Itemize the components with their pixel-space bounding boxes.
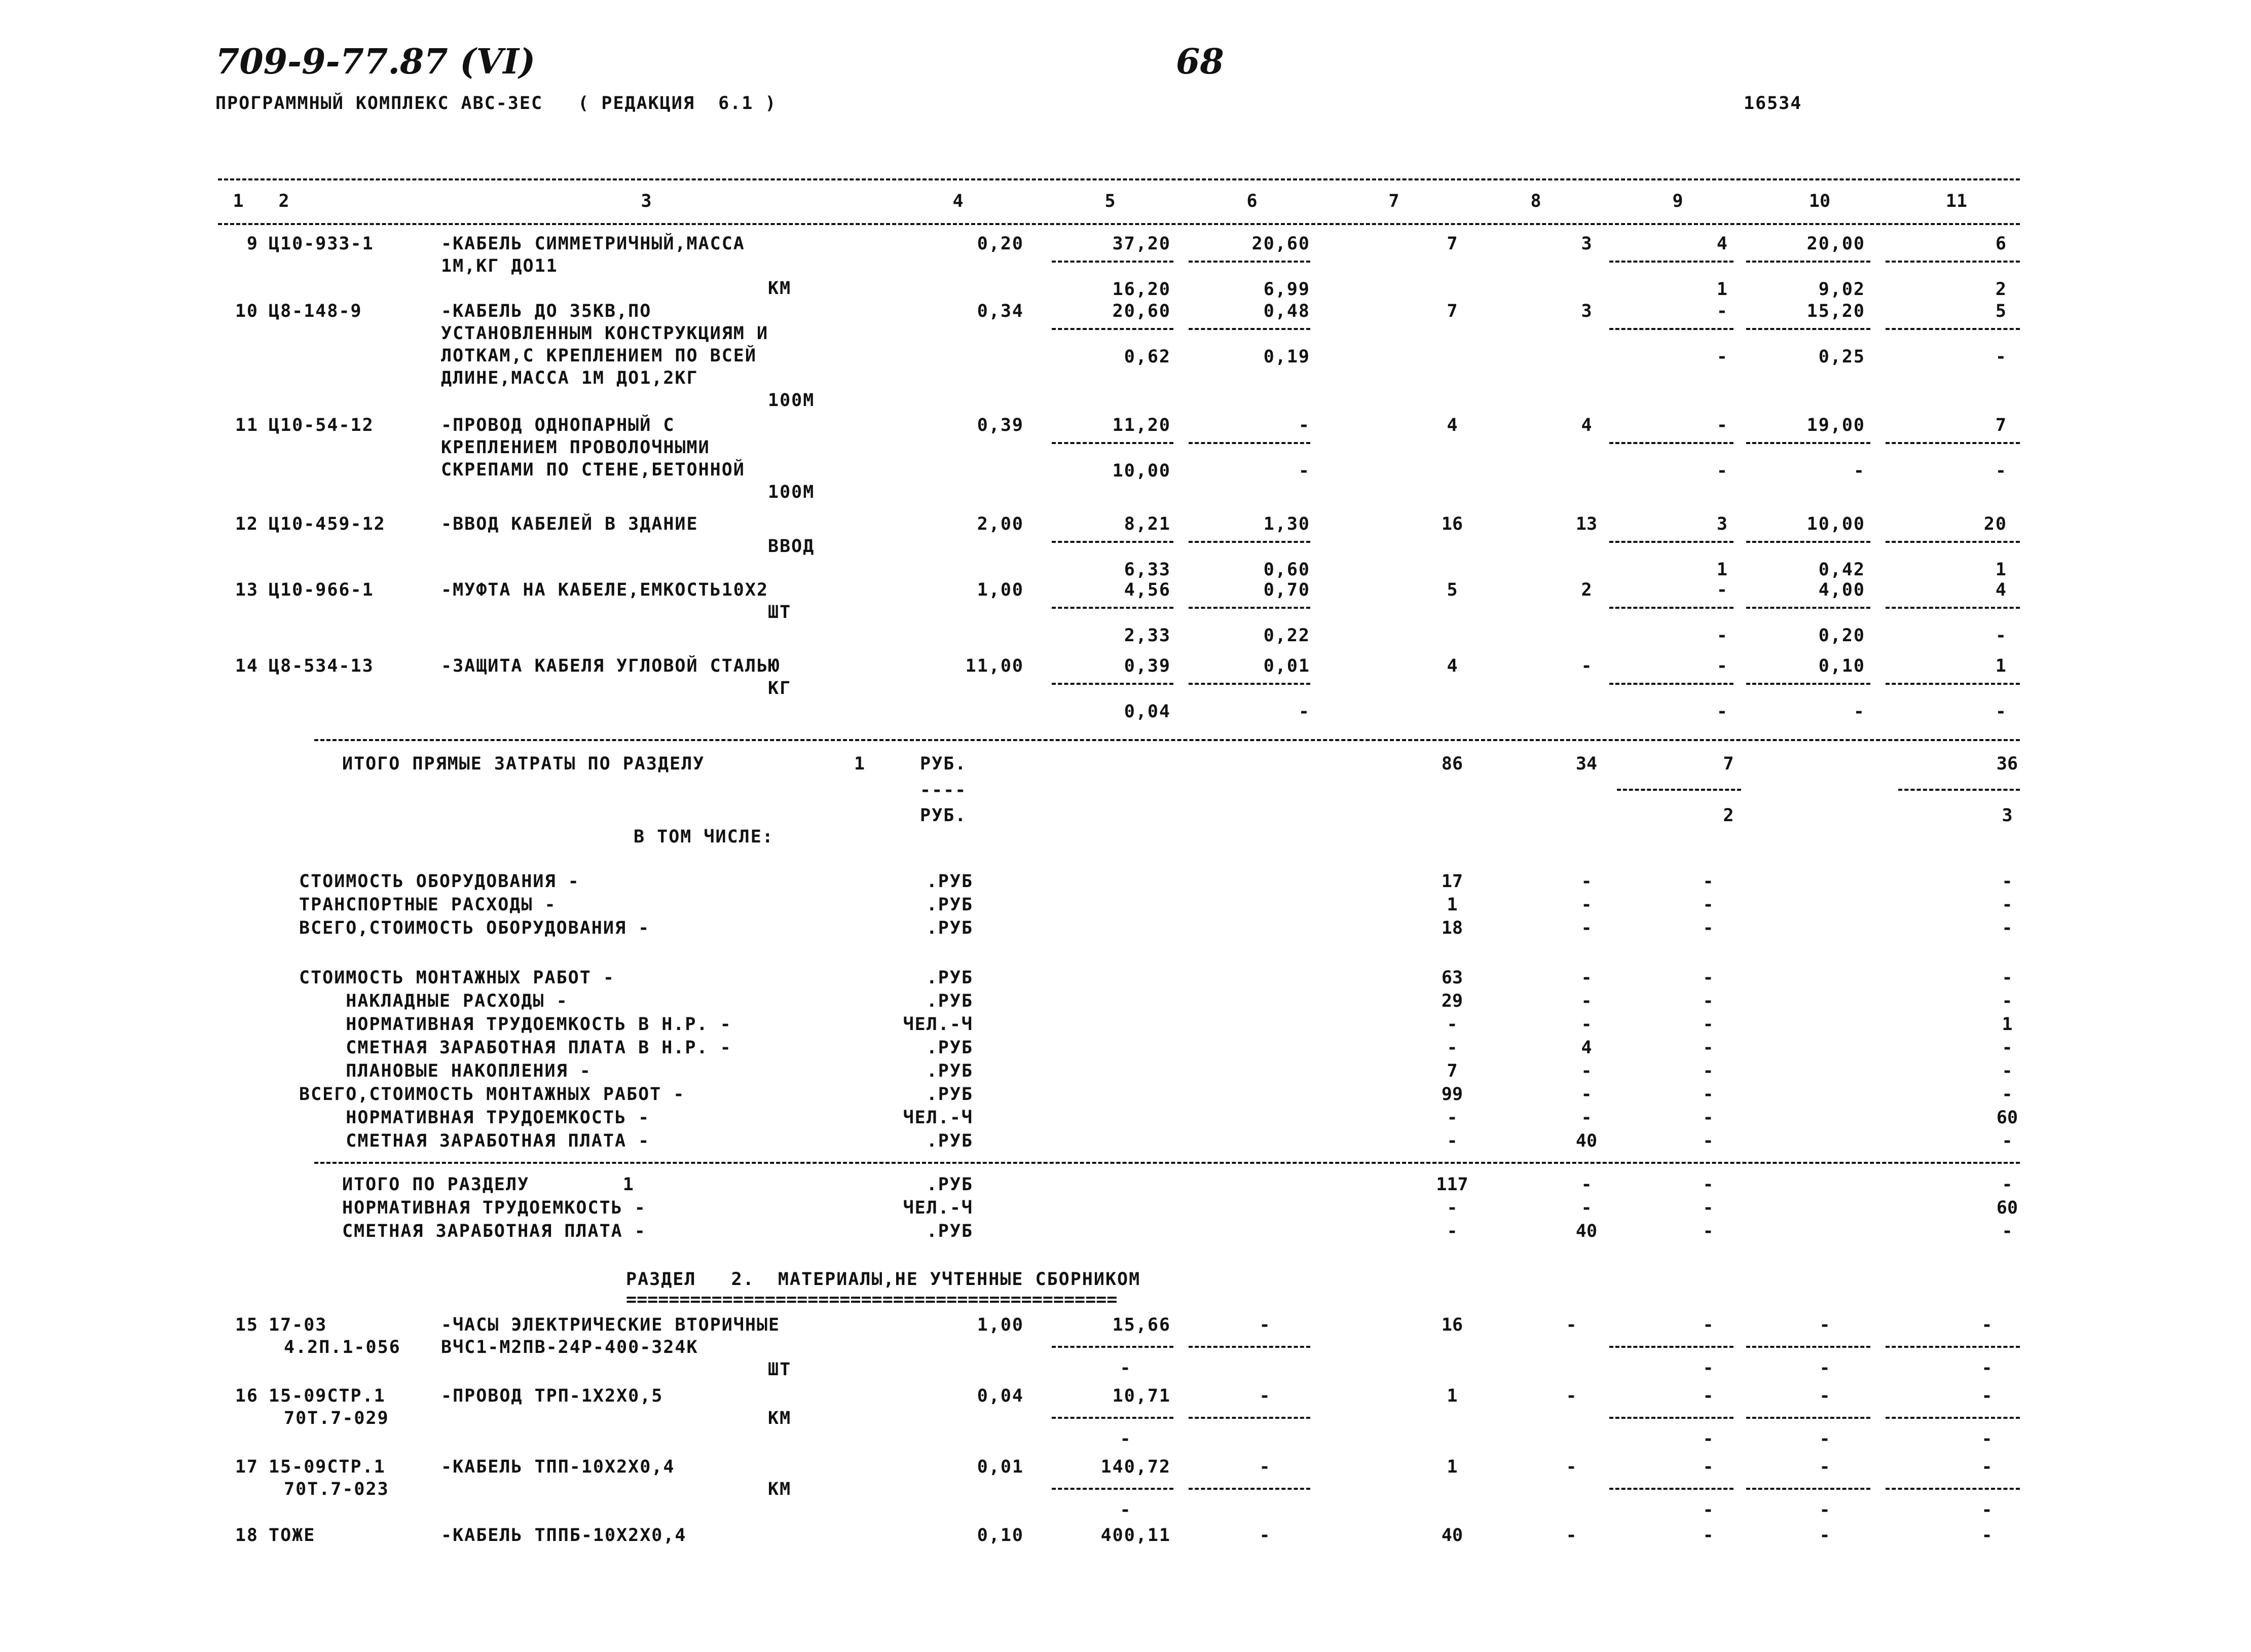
row-col7: 1 [1447, 1457, 1458, 1477]
row-col10-top: - [1819, 1525, 1830, 1546]
row-col10-divider [1746, 1346, 1870, 1348]
column-header-8: 8 [1530, 191, 1541, 211]
row-description: -МУФТА НА КАБЕЛЕ,ЕМКОСТЬ10Х2 [441, 580, 769, 600]
row-col8: - [1581, 656, 1592, 676]
row-col7: 1 [1447, 1386, 1458, 1406]
row-col6-divider [1189, 541, 1310, 543]
breakdown-col7: 63 [1441, 968, 1463, 988]
row-col11-top: - [1981, 1315, 1992, 1335]
row-col8: 3 [1581, 301, 1592, 321]
row-col6-divider [1189, 328, 1310, 330]
breakdown-col11: - [2002, 1061, 2013, 1081]
row-code-secondary: 70Т.7-029 [284, 1408, 389, 1428]
row-col10-bottom: - [1819, 1358, 1830, 1378]
row-code: Ц10-966-1 [269, 580, 374, 600]
row-unit: ШТ [768, 602, 792, 622]
row-unit: КМ [768, 278, 792, 299]
row-col7: 4 [1447, 415, 1458, 435]
row-col10-top: - [1819, 1386, 1830, 1406]
row-col6-top: - [1259, 1315, 1270, 1335]
row-description: -КАБЕЛЬ ТПП-10Х2Х0,4 [441, 1457, 675, 1477]
breakdown-col8: - [1581, 1084, 1592, 1105]
breakdown-col11: - [2002, 1131, 2013, 1151]
section-total-label: НОРМАТИВНАЯ ТРУДОЕМКОСТЬ - [342, 1198, 646, 1218]
breakdown-label: ТРАНСПОРТНЫЕ РАСХОДЫ - [299, 895, 557, 915]
row-unit: ШТ [768, 1360, 792, 1380]
section-total-col11: - [2002, 1174, 2013, 1195]
column-header-2: 2 [278, 191, 289, 211]
row-col7: 40 [1441, 1525, 1463, 1546]
row-col10-divider [1746, 261, 1870, 263]
total-unit-dash: ---- [920, 780, 967, 800]
total-col8: 34 [1575, 754, 1598, 774]
breakdown-col9: - [1703, 1084, 1714, 1105]
row-code: Ц8-148-9 [269, 301, 362, 321]
table-top-rule [218, 178, 2020, 180]
row-col6-top: - [1259, 1457, 1270, 1477]
document-page: 709-9-77.87 (VI) 68 ПРОГРАММНЫЙ КОМПЛЕКС АВС-3ЕС ( РЕДАКЦИЯ 6.1 ) 16534 1 2 3 4 5 6 7 8 9 10 11 9 Ц10-933-1 -КАБЕЛЬ СИММЕТРИЧНЫЙ,МАССА 1М,КГ ДО11 КМ 0,20 37,20 20,60 7 3 4 20,00 6 16,20 6,99 1 9,02 2 10 Ц8-148-9 -КАБЕЛЬ ДО 35КВ,ПО УСТАНОВЛЕННЫМ КОНСТРУКЦИЯМ И ЛОТКАМ,С КРЕПЛЕНИЕМ ПО ВСЕЙ ДЛИНЕ,МАССА 1М ДО1,2КГ 100М 0,34 20,60 0,48 7 3 - 15,20 5 0,62 0,19 - 0,25 - 11 Ц10-54-12 -ПРОВОД ОДНОПАРНЫЙ С КРЕПЛЕНИЕМ ПРОВОЛОЧНЫМИ СКРЕПАМИ ПО СТЕНЕ,БЕТОННОЙ 100М 0,39 11,20 - 4 4 - 19,00 7 10,00 - - - - 12 Ц10-459-12 -ВВОД КАБЕЛЕЙ В ЗДАНИЕ ВВОД 2,00 8,21 1,30 16 13 3 10,00 20 6,33 0,60 1 0,42 1 13 Ц10-966-1 -МУФТА НА КАБЕЛЕ,ЕМКОСТЬ10Х2 ШТ 1,00 4,56 0,70 5 2 - 4,00 4 2,33 0,22 - 0,20 - 14 Ц8-534-13 -ЗАЩИТА КАБЕЛЯ УГЛОВОЙ СТАЛЬЮ КГ 11,00 0,39 0,01 4 - - 0,10 1 0,04 - - - - ИТОГО ПРЯМЫЕ ЗАТРАТЫ ПО РАЗДЕЛУ 1 РУБ. ---- РУБ. 86 34 7 2 36 3 В ТОМ ЧИСЛЕ: СТОИМОСТЬ ОБОРУДОВАНИЯ - РУБ. 17 - - - ТРАНСПОРТНЫЕ РАСХОДЫ - РУБ. 1 - - - ВСЕГО,СТОИМОСТЬ ОБОРУДОВАНИЯ - РУБ. 18 - - - СТОИМОСТЬ МОНТАЖНЫХ РАБОТ - РУБ. 63 - - - НАКЛАДНЫЕ РАСХОДЫ - РУБ. 29 - - - НОРМАТИВНАЯ ТРУДОЕМКОСТЬ В Н.Р. - ЧЕЛ.-Ч - - - 1 СМЕТНАЯ ЗАРАБОТНАЯ ПЛАТА В Н.Р. - РУБ. - 4 - - ПЛАНОВЫЕ НАКОПЛЕНИЯ - РУБ. 7 - - - ВСЕГО,СТОИМОСТЬ МОНТАЖНЫХ РАБОТ - РУБ. 99 - - - НОРМАТИВНАЯ ТРУДОЕМКОСТЬ - ЧЕЛ.-Ч - - - 60 СМЕТНАЯ ЗАРАБОТНАЯ ПЛАТА - РУБ. - 40 - - ИТОГО ПО РАЗДЕЛУ 1 РУБ. 117 - - - НОРМАТИВНАЯ ТРУДОЕМКОСТЬ - ЧЕЛ.-Ч - - - 60 СМЕТНАЯ ЗАРАБОТНАЯ ПЛАТА - РУБ. - 40 - - РАЗДЕЛ 2. МАТЕРИАЛЫ,НЕ УЧТЕННЫЕ СБОРНИКОМ ============================================== 15 17-03 4.2П.1-056 -ЧАСЫ ЭЛЕКТРИЧЕСКИЕ ВТОРИЧНЫЕ ВЧС1-М2ПВ-24Р-400-324К ШТ 1,00 15,66 - 16 - - - - - - - - 16 15-09СТР.1 70Т.7-029 -ПРОВОД ТРП-1Х2Х0,5 КМ 0,04 10,71 - 1 - - - - - - - - 17 15-09СТР.1 70Т.7-023 -КАБЕЛЬ ТПП-10Х2Х0,4 КМ 0,01 140,72 - 1 - - - - - - - - 18 ТОЖЕ -КАБЕЛЬ ТППБ-10Х2Х0,4 0,10 400,11 - 40 - - - - [0, 0, 2251, 1652]
breakdown-col9: - [1703, 895, 1714, 915]
total-col11-b: 3 [2002, 805, 2013, 826]
row-col5-bottom: - [1120, 1358, 1131, 1378]
breakdown-col9: - [1703, 1014, 1714, 1035]
breakdown-col8: 40 [1575, 1131, 1598, 1151]
row-col10-divider [1746, 328, 1870, 330]
breakdown-col9: - [1703, 1131, 1714, 1151]
row-col6-divider [1189, 1346, 1310, 1348]
breakdown-col8: - [1581, 918, 1592, 938]
breakdown-label: НОРМАТИВНАЯ ТРУДОЕМКОСТЬ В Н.Р. - [299, 1014, 732, 1035]
row-col11-divider [1886, 683, 2020, 685]
row-code: Ц10-459-12 [269, 514, 386, 534]
breakdown-col9: - [1703, 1061, 1714, 1081]
row-col8: - [1566, 1457, 1577, 1477]
breakdown-col8: - [1581, 871, 1592, 892]
row-col9-top: - [1703, 1525, 1714, 1546]
row-col10-top: - [1819, 1315, 1830, 1335]
row-col9-divider [1609, 683, 1733, 685]
breakdown-col8: - [1581, 968, 1592, 988]
row-col11-divider [1886, 1417, 2020, 1419]
breakdown-col7: 18 [1441, 918, 1463, 938]
breakdown-col7: - [1447, 1014, 1458, 1035]
row-col9-divider [1609, 1346, 1733, 1348]
column-header-4: 4 [952, 191, 964, 211]
row-description: СКРЕПАМИ ПО СТЕНЕ,БЕТОННОЙ [441, 460, 745, 480]
row-unit: КМ [768, 1479, 792, 1499]
row-description: -ЗАЩИТА КАБЕЛЯ УГЛОВОЙ СТАЛЬЮ [441, 656, 781, 676]
row-code: 15-09СТР.1 [269, 1457, 386, 1477]
breakdown-col7: 99 [1441, 1084, 1463, 1105]
row-col7: 4 [1447, 656, 1458, 676]
breakdown-label: НОРМАТИВНАЯ ТРУДОЕМКОСТЬ - [299, 1108, 650, 1128]
row-col9-divider [1609, 541, 1733, 543]
row-col7: 7 [1447, 301, 1458, 321]
row-col7: 16 [1441, 514, 1463, 534]
row-code: ТОЖЕ [269, 1525, 316, 1546]
row-description: ВЧС1-М2ПВ-24Р-400-324К [441, 1337, 698, 1357]
row-col11-divider [1886, 328, 2020, 330]
row-col6-divider [1189, 442, 1310, 444]
row-col6-top: - [1259, 1386, 1270, 1406]
row-col9-bottom: - [1703, 1358, 1714, 1378]
row-col9-divider [1609, 261, 1733, 263]
row-col11-bottom: - [1981, 1500, 1992, 1520]
row-col8: - [1566, 1386, 1577, 1406]
section-total-col7: - [1447, 1221, 1458, 1241]
section2-underline: ============================================== [626, 1290, 1118, 1310]
column-header-1: 1 [233, 191, 244, 211]
row-col9-divider [1609, 1417, 1733, 1419]
total-col9-divider [1617, 789, 1741, 791]
row-description: ДЛИНЕ,МАССА 1М ДО1,2КГ [441, 368, 698, 388]
section-total-col8: - [1581, 1198, 1592, 1218]
row-code-secondary: 4.2П.1-056 [284, 1337, 401, 1357]
row-col5-bottom: - [1120, 1429, 1131, 1449]
row-col8: 3 [1581, 234, 1592, 254]
breakdown-col8: - [1581, 991, 1592, 1011]
row-col5-divider [1052, 261, 1173, 263]
row-col11-top: - [1981, 1525, 1992, 1546]
section-total-col9: - [1703, 1198, 1714, 1218]
breakdown-col11: - [2002, 968, 2013, 988]
breakdown-label: НАКЛАДНЫЕ РАСХОДЫ - [299, 991, 568, 1011]
row-code: Ц8-534-13 [269, 656, 374, 676]
row-col11-divider [1886, 1488, 2020, 1490]
breakdown-col8: - [1581, 1061, 1592, 1081]
breakdown-col8: - [1581, 1108, 1592, 1128]
row-col11-top: - [1981, 1457, 1992, 1477]
section-total-col8: 40 [1575, 1221, 1598, 1241]
breakdown-col7: 17 [1441, 871, 1463, 892]
row-description: 1М,КГ ДО11 [441, 256, 558, 276]
row-col9-top: - [1703, 1457, 1714, 1477]
row-col10-divider [1746, 442, 1870, 444]
section-total-col7: - [1447, 1198, 1458, 1218]
row-col10-divider [1746, 683, 1870, 685]
breakdown-col9: - [1703, 871, 1714, 892]
row-col9-divider [1609, 1488, 1733, 1490]
breakdown-label: СМЕТНАЯ ЗАРАБОТНАЯ ПЛАТА - [299, 1131, 650, 1151]
breakdown-col7: - [1447, 1131, 1458, 1151]
section-total-col11: - [2002, 1221, 2013, 1241]
row-col5-divider [1052, 328, 1173, 330]
row-unit: КГ [768, 678, 792, 699]
row-description: -ПРОВОД ОДНОПАРНЫЙ С [441, 415, 675, 435]
column-header-6: 6 [1246, 191, 1258, 211]
breakdown-col11: - [2002, 1084, 2013, 1105]
row-col8: 4 [1581, 415, 1592, 435]
total-col11-divider [1898, 789, 2020, 791]
column-header-9: 9 [1672, 191, 1683, 211]
breakdown-col7: 7 [1447, 1061, 1458, 1081]
row-col5-divider [1052, 683, 1173, 685]
breakdown-label: СТОИМОСТЬ ОБОРУДОВАНИЯ - [299, 871, 580, 892]
row-col10-bottom: - [1819, 1429, 1830, 1449]
breakdown-col11: 1 [2002, 1014, 2013, 1035]
row-col8: 13 [1575, 514, 1598, 534]
breakdown-col11: - [2002, 1038, 2013, 1058]
column-header-10: 10 [1809, 191, 1831, 211]
total-col9-a: 7 [1723, 754, 1734, 774]
row-col9-divider [1609, 607, 1733, 609]
total-col7: 86 [1441, 754, 1463, 774]
row-code: 15-09СТР.1 [269, 1386, 386, 1406]
row-description: УСТАНОВЛЕННЫМ КОНСТРУКЦИЯМ И [441, 323, 769, 344]
row-col5-divider [1052, 1346, 1173, 1348]
breakdown-col9: - [1703, 1038, 1714, 1058]
section2-title: РАЗДЕЛ 2. МАТЕРИАЛЫ,НЕ УЧТЕННЫЕ СБОРНИКОМ [626, 1269, 1141, 1290]
row-col11-bottom: - [1981, 1429, 1992, 1449]
section-total-label: ИТОГО ПО РАЗДЕЛУ 1 [342, 1174, 635, 1195]
row-col6-divider [1189, 261, 1310, 263]
breakdown-col9: - [1703, 918, 1714, 938]
row-col7: 5 [1447, 580, 1458, 600]
row-description: -ПРОВОД ТРП-1Х2Х0,5 [441, 1386, 663, 1406]
breakdown-col7: - [1447, 1038, 1458, 1058]
row-col8: - [1566, 1315, 1577, 1335]
row-code: Ц10-54-12 [269, 415, 374, 435]
section-total-col9: - [1703, 1174, 1714, 1195]
row-col9-top: - [1703, 1386, 1714, 1406]
row-description: ЛОТКАМ,С КРЕПЛЕНИЕМ ПО ВСЕЙ [441, 346, 757, 366]
row-col8: - [1566, 1525, 1577, 1546]
sheet-id: 16534 [1744, 93, 1802, 114]
breakdown-col9: - [1703, 991, 1714, 1011]
section-total-col7: 117 [1436, 1174, 1468, 1195]
row-col7: 7 [1447, 234, 1458, 254]
row-col9-bottom: - [1703, 1429, 1714, 1449]
row-col6-divider [1189, 1417, 1310, 1419]
row-unit: 100М [768, 482, 815, 502]
breakdown-col7: 29 [1441, 991, 1463, 1011]
row-col9-divider [1609, 442, 1733, 444]
row-col10-bottom: - [1819, 1500, 1830, 1520]
total-rule [314, 739, 2020, 741]
breakdown-col8: - [1581, 1014, 1592, 1035]
total-unit-1: РУБ. [920, 754, 967, 774]
program-title: ПРОГРАММНЫЙ КОМПЛЕКС АВС-3ЕС ( РЕДАКЦИЯ 6.1 ) [215, 93, 777, 114]
row-col6-divider [1189, 1488, 1310, 1490]
row-col10-divider [1746, 1488, 1870, 1490]
column-header-11: 11 [1945, 191, 1968, 211]
row-col7: 16 [1441, 1315, 1463, 1335]
row-col10-divider [1746, 1417, 1870, 1419]
row-col9-bottom: - [1703, 1500, 1714, 1520]
total-col9-b: 2 [1723, 805, 1734, 826]
breakdown-col9: - [1703, 968, 1714, 988]
breakdown-col11: - [2002, 918, 2013, 938]
breakdown-label: ПЛАНОВЫЕ НАКОПЛЕНИЯ - [299, 1061, 592, 1081]
breakdown-col11: - [2002, 991, 2013, 1011]
column-header-7: 7 [1388, 191, 1399, 211]
row-col9-top: - [1703, 1315, 1714, 1335]
row-col9-divider [1609, 328, 1733, 330]
row-col5-divider [1052, 1417, 1173, 1419]
row-col11-divider [1886, 607, 2020, 609]
row-description: -ЧАСЫ ЭЛЕКТРИЧЕСКИЕ ВТОРИЧНЫЕ [441, 1315, 781, 1335]
breakdown-col11: 60 [1996, 1108, 2018, 1128]
row-col5-divider [1052, 1488, 1173, 1490]
column-header-rule [218, 223, 2020, 225]
in-total-label: В ТОМ ЧИСЛЕ: [634, 827, 774, 847]
breakdown-label: СТОИМОСТЬ МОНТАЖНЫХ РАБОТ - [299, 968, 615, 988]
section-total-rule [314, 1162, 2020, 1164]
total-col11-a: 36 [1996, 754, 2018, 774]
row-description: -КАБЕЛЬ ДО 35КВ,ПО [441, 301, 652, 321]
total-section-number: 1 [854, 754, 866, 774]
row-col6-top: - [1259, 1525, 1270, 1546]
breakdown-col8: 4 [1581, 1038, 1592, 1058]
row-col5-divider [1052, 442, 1173, 444]
row-col11-divider [1886, 1346, 2020, 1348]
row-code: Ц10-933-1 [269, 234, 374, 254]
section-total-col9: - [1703, 1221, 1714, 1241]
document-code: 709-9-77.87 (VI) [215, 42, 536, 82]
breakdown-col9: - [1703, 1108, 1714, 1128]
row-col6-divider [1189, 683, 1310, 685]
row-col11-divider [1886, 541, 2020, 543]
row-unit: КМ [768, 1408, 792, 1428]
breakdown-col7: - [1447, 1108, 1458, 1128]
row-unit: ВВОД [768, 536, 815, 557]
row-col10-divider [1746, 607, 1870, 609]
breakdown-col7: 1 [1447, 895, 1458, 915]
total-unit-2: РУБ. [920, 805, 967, 826]
row-unit: 100М [768, 390, 815, 411]
row-col10-top: - [1819, 1457, 1830, 1477]
total-direct-costs-label: ИТОГО ПРЯМЫЕ ЗАТРАТЫ ПО РАЗДЕЛУ [342, 754, 705, 774]
breakdown-col8: - [1581, 895, 1592, 915]
row-col11-divider [1886, 261, 2020, 263]
column-header-5: 5 [1104, 191, 1116, 211]
row-col5-divider [1052, 607, 1173, 609]
section-total-label: СМЕТНАЯ ЗАРАБОТНАЯ ПЛАТА - [342, 1221, 646, 1241]
breakdown-col11: - [2002, 895, 2013, 915]
breakdown-col11: - [2002, 871, 2013, 892]
breakdown-label: ВСЕГО,СТОИМОСТЬ ОБОРУДОВАНИЯ - [299, 918, 650, 938]
row-description: -ВВОД КАБЕЛЕЙ В ЗДАНИЕ [441, 514, 698, 534]
row-col5-bottom: - [1120, 1500, 1131, 1520]
breakdown-label: СМЕТНАЯ ЗАРАБОТНАЯ ПЛАТА В Н.Р. - [299, 1038, 732, 1058]
row-col11-divider [1886, 442, 2020, 444]
column-header-3: 3 [641, 191, 652, 211]
section-total-col11: 60 [1996, 1198, 2018, 1218]
row-col11-bottom: - [1981, 1358, 1992, 1378]
page-number: 68 [1176, 42, 1224, 82]
row-col5-divider [1052, 541, 1173, 543]
row-description: КРЕПЛЕНИЕМ ПРОВОЛОЧНЫМИ [441, 437, 710, 458]
row-description: -КАБЕЛЬ СИММЕТРИЧНЫЙ,МАССА [441, 234, 745, 254]
breakdown-label: ВСЕГО,СТОИМОСТЬ МОНТАЖНЫХ РАБОТ - [299, 1084, 685, 1105]
row-col8: 2 [1581, 580, 1592, 600]
row-description: -КАБЕЛЬ ТППБ-10Х2Х0,4 [441, 1525, 687, 1546]
row-col6-divider [1189, 607, 1310, 609]
row-code: 17-03 [269, 1315, 327, 1335]
row-col10-divider [1746, 541, 1870, 543]
section-total-col8: - [1581, 1174, 1592, 1195]
row-col11-top: - [1981, 1386, 1992, 1406]
row-code-secondary: 70Т.7-023 [284, 1479, 389, 1499]
